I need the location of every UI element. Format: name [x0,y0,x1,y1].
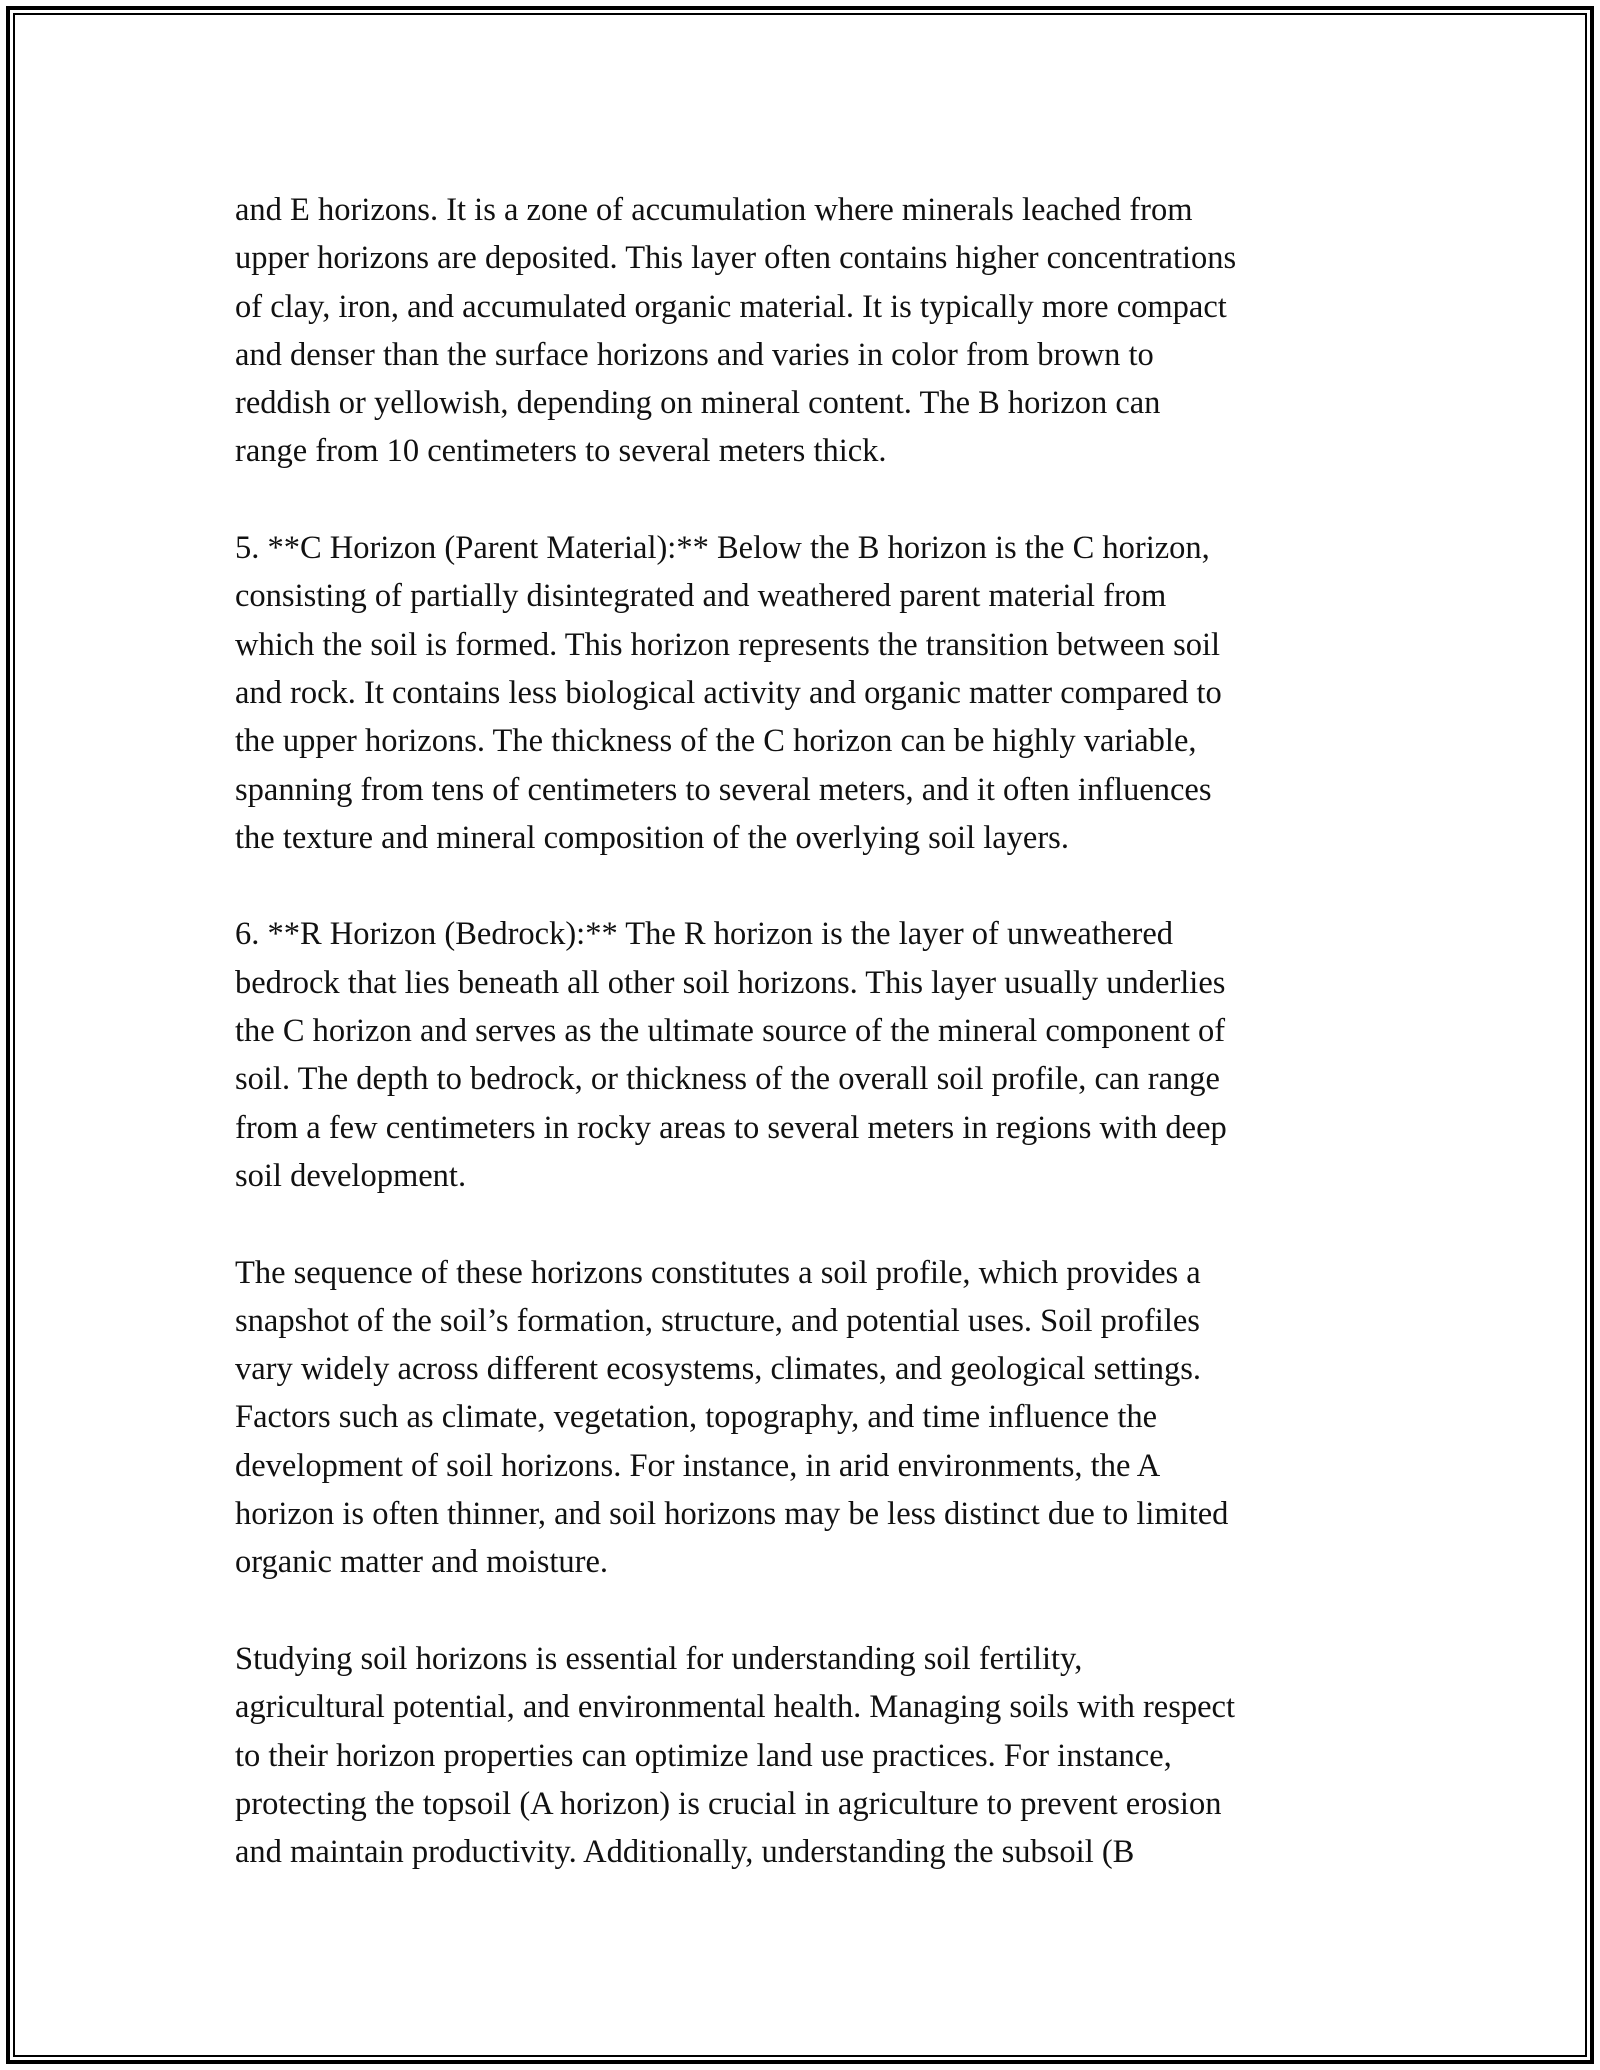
text-line: spanning from tens of centimeters to several meters, and it often influences [235,771,1212,808]
paragraph-c-horizon [235,524,1385,862]
text-line: organic matter and moisture. [235,1544,609,1581]
text-line: development of soil horizons. For instance, in arid environments, the A [235,1447,1161,1484]
text-line: and denser than the surface horizons and varies in color from brown to [235,336,1154,373]
text-line: of clay, iron, and accumulated organic material. It is typically more compact [235,288,1227,325]
text-line: soil development. [235,1157,467,1194]
text-line: and rock. It contains less biological activity and organic matter compared to [235,674,1222,711]
text-line: range from 10 centimeters to several meters thick. [235,433,887,470]
text-line: upper horizons are deposited. This layer often contains higher concentrations [235,240,1237,277]
text-line: the upper horizons. The thickness of the C horizon can be highly variable, [235,723,1197,760]
paragraph-b-horizon-continued [235,186,1385,476]
paragraph-studying-horizons [235,1635,1385,1876]
text-line: the texture and mineral composition of the overlying soil layers. [235,819,1069,856]
text-line: agricultural potential, and environmental health. Managing soils with respect [235,1689,1235,1726]
document-body [235,186,1385,1925]
text-line: and maintain productivity. Additionally, understanding the subsoil (B [235,1834,1135,1871]
text-line: 5. **C Horizon (Parent Material):** Below the B horizon is the C horizon, [235,530,1210,567]
paragraph-r-horizon [235,910,1385,1200]
text-line: protecting the topsoil (A horizon) is crucial in agriculture to prevent erosion [235,1785,1222,1822]
text-line: Factors such as climate, vegetation, topography, and time influence the [235,1399,1158,1436]
text-line: vary widely across different ecosystems, climates, and geological settings. [235,1351,1202,1388]
text-line: the C horizon and serves as the ultimate source of the mineral component of [235,1013,1226,1050]
text-line: and E horizons. It is a zone of accumulation where minerals leached from [235,192,1193,228]
text-line: 6. **R Horizon (Bedrock):** The R horizon is the layer of unweathered [235,916,1174,953]
text-line: consisting of partially disintegrated and weathered parent material from [235,578,1167,615]
text-line: which the soil is formed. This horizon represents the transition between soil [235,626,1221,663]
text-line: bedrock that lies beneath all other soil horizons. This layer usually underlies [235,964,1226,1001]
text-line: to their horizon properties can optimize land use practices. For instance, [235,1737,1172,1774]
text-line: reddish or yellowish, depending on mineral content. The B horizon can [235,385,1161,422]
text-line: horizon is often thinner, and soil horizons may be less distinct due to limited [235,1496,1229,1533]
text-line: from a few centimeters in rocky areas to several meters in regions with deep [235,1109,1227,1146]
text-line: The sequence of these horizons constitutes a soil profile, which provides a [235,1254,1201,1291]
paragraph-soil-profile [235,1249,1385,1587]
text-line: Studying soil horizons is essential for understanding soil fertility, [235,1640,1083,1677]
text-line: soil. The depth to bedrock, or thickness of the overall soil profile, can range [235,1061,1220,1098]
text-line: snapshot of the soil’s formation, structure, and potential uses. Soil profiles [235,1302,1200,1339]
